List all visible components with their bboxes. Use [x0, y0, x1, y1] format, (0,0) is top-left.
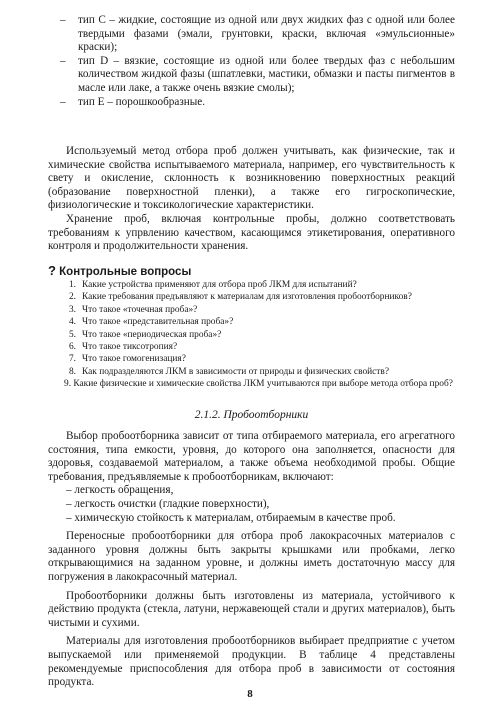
list-item: – легкость очистки (гладкие поверхности),: [66, 497, 270, 510]
question-item: 3. Что такое «точечная проба»?: [68, 304, 198, 315]
list-item: – легкость обращения,: [66, 484, 174, 497]
paragraph: Используемый метод отбора проб должен учитывать, как физические, так и химические свойства испытываемого материала, например, его чувствительность к свету и окисление, склонность к возникновению поверхностных реакций (образование поверхностной пленки), а также его гигроскопические, физиологические и токсикологические характеристики.: [48, 145, 455, 212]
list-item: – тип Е – порошкообразные.: [60, 95, 206, 108]
paragraph: Пробоотборники должны быть изготовлены из материала, устойчивого к действию продукта (стекла, латуни, нержавеющей стали и других материалов), быть чистыми и сухими.: [48, 589, 455, 629]
material-type-list: [48, 14, 455, 109]
paragraph: Переносные пробоотборники для отбора проб лакокрасочных материалов с заданного уровня должны быть закрыты крышками или пробками, легко открывающимися на заданном уровне, и должны иметь достаточную массу для погружения в лакокрасочный материал.: [48, 530, 455, 583]
list-item: – тип D – вязкие, состоящие из одной или более твердых фаз с небольшим количеством жидкой фазы (шпатлевки, мастики, обмазки и пасты пигментов в масле или лаке, а также очень вязкие смолы);: [60, 54, 455, 94]
question-item: 5. Что такое «периодическая проба»?: [68, 329, 222, 340]
section-body: [48, 430, 455, 690]
question-item: 4. Что такое «представительная проба»?: [68, 317, 234, 328]
question-item: 7. Что такое гомогенизация?: [68, 354, 186, 365]
list-item: – тип С – жидкие, состоящие из одной или двух жидких фаз с одной или более твердыми фазами (эмали, грунтовки, краски, включая «эмульсионные» краски);: [60, 14, 455, 54]
questions-heading: ? Контрольные вопросы: [48, 263, 192, 278]
paragraph: Хранение проб, включая контрольные пробы, должно соответствовать требованиям к упрвлению качеством, касающимся этикетирования, оперативного контроля и продолжительности хранения.: [48, 212, 455, 253]
page-number: 8: [247, 688, 253, 700]
question-item: 9. Какие физические и химические свойства ЛКМ учитываются при выборе метода отбора проб?: [64, 379, 453, 390]
list-item: – химическую стойкость к материалам, отбираемым в качестве проб.: [66, 511, 396, 524]
question-item: 8. Как подразделяются ЛКМ в зависимости от природы и физических свойств?: [68, 366, 389, 377]
section-heading: [48, 408, 455, 422]
paragraph: Выбор пробоотборника зависит от типа отбираемого материала, его агрегатного состояния, типа емкости, уровня, до которого она заполняется, опасности для здоровья, создаваемой материалом, а также объема необходимой пробы. Общие требования, предъявляемые к пробоотборникам, включают:: [48, 430, 455, 483]
question-item: 1. Какие устройства применяют для отбора проб ЛКМ для испытаний?: [68, 280, 357, 290]
question-item: 2. Какие требования предъявляют к материалам для изготовления пробоотборников?: [68, 292, 412, 303]
review-questions: [48, 264, 455, 391]
body-text-top: [48, 145, 455, 254]
question-mark-icon: ?: [48, 263, 56, 278]
question-item: 6. Что такое тиксотропия?: [68, 342, 178, 353]
paragraph: Материалы для изготовления пробоотборников выбирает предприятие с учетом выпускаемой или применяемой продукции. В таблице 4 представлены рекомендуемые приспособления для отбора проб в зависимости от состояния продукта.: [48, 635, 455, 689]
section-title: 2.1.2. Пробоотборники: [194, 409, 309, 421]
